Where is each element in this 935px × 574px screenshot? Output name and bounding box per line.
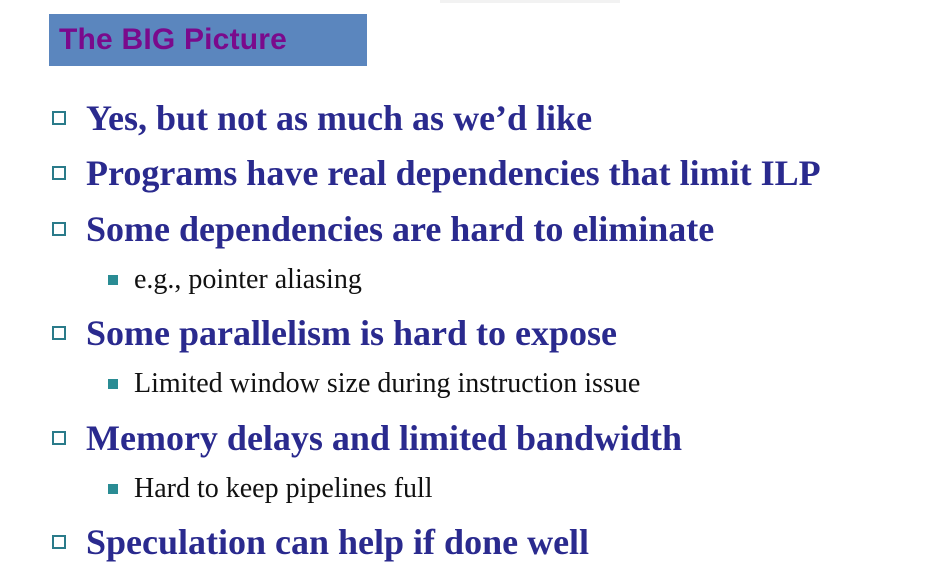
filled-square-bullet-icon: [108, 379, 118, 389]
bullet-text: Memory delays and limited bandwidth: [86, 418, 683, 458]
bullet-text: Yes, but not as much as we’d like: [86, 98, 593, 138]
bullet-text: Programs have real dependencies that limit ILP: [86, 153, 821, 193]
hollow-square-bullet-icon: [52, 326, 66, 340]
bullet-item: [52, 96, 592, 140]
sub-bullet-text: Hard to keep pipelines full: [134, 473, 433, 504]
hollow-square-bullet-icon: [52, 166, 66, 180]
filled-square-bullet-icon: [108, 275, 118, 285]
bullet-item: [52, 207, 714, 251]
slide-title: The BIG Picture: [59, 23, 288, 56]
sub-bullet-text: Limited window size during instruction issue: [134, 368, 641, 399]
sub-bullet-item: [108, 471, 433, 507]
bullet-item: [52, 416, 682, 460]
sub-bullet-item: [108, 366, 640, 402]
bullet-text: Speculation can help if done well: [86, 522, 590, 562]
hollow-square-bullet-icon: [52, 431, 66, 445]
bullet-text: Some dependencies are hard to eliminate: [86, 209, 715, 249]
sub-bullet-text: e.g., pointer aliasing: [134, 264, 362, 295]
filled-square-bullet-icon: [108, 484, 118, 494]
bullet-item: [52, 311, 617, 355]
bullet-text: Some parallelism is hard to expose: [86, 313, 617, 353]
bullet-item: [52, 151, 821, 195]
hollow-square-bullet-icon: [52, 222, 66, 236]
sub-bullet-item: [108, 262, 362, 298]
hollow-square-bullet-icon: [52, 535, 66, 549]
hollow-square-bullet-icon: [52, 111, 66, 125]
bullet-item: [52, 520, 589, 564]
